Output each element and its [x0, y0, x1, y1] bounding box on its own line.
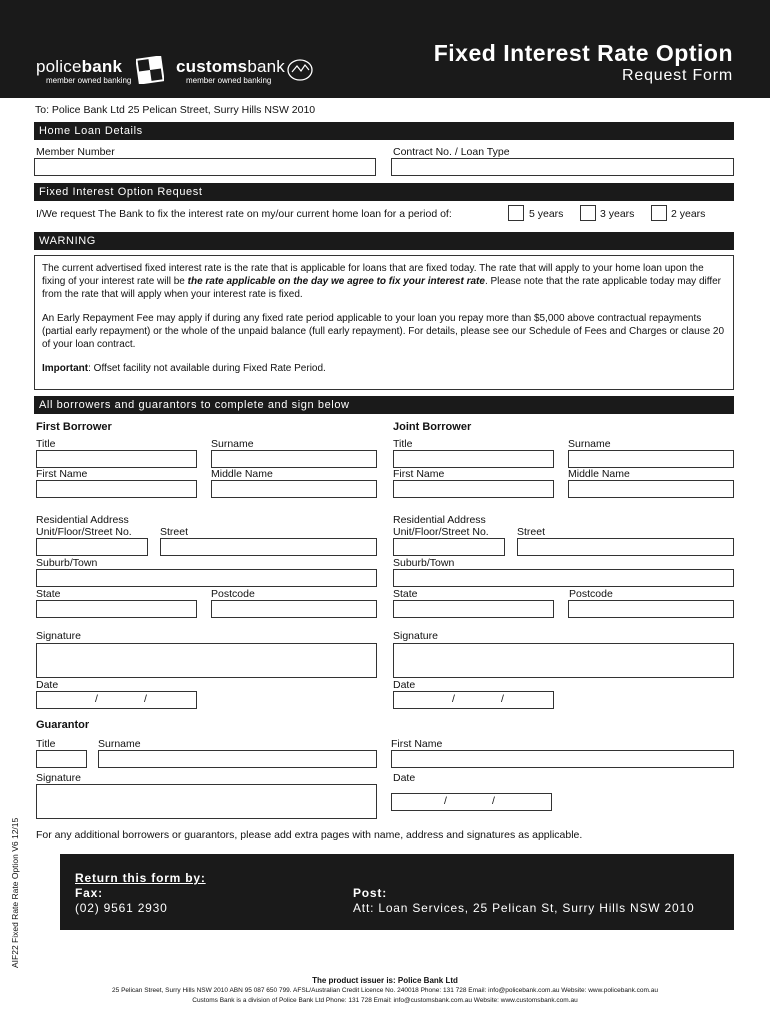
police-bank-brand [36, 57, 131, 85]
jb-suburb-label: Suburb/Town [393, 557, 455, 569]
fb-middle-name-field[interactable] [211, 480, 377, 498]
customs-bank-logo-icon [286, 58, 314, 82]
police-brand-bold: bank [81, 57, 123, 76]
jb-title-field[interactable] [393, 450, 554, 468]
police-bank-logo-icon [136, 56, 164, 84]
form-title: Fixed Interest Rate Option [433, 40, 733, 66]
jb-surname-field[interactable] [568, 450, 734, 468]
g-signature-field[interactable] [36, 784, 377, 819]
g-title-field[interactable] [36, 750, 87, 768]
police-tagline: member owned banking [46, 76, 132, 85]
g-first-name-field[interactable] [391, 750, 734, 768]
two-years-checkbox[interactable] [651, 205, 667, 221]
additional-note: For any additional borrowers or guarantors, please add extra pages with name, address and signatures as applicable. [36, 829, 583, 841]
police-brand-text: police [36, 57, 82, 76]
g-date-label: Date [393, 772, 416, 784]
jb-title-label: Title [393, 438, 413, 450]
warning-paragraph-fee: An Early Repayment Fee may apply if during any fixed rate period applicable to your loan you repay more than $5,000 above contractual repayments (partial early repayment) or the whole of the unpaid balance (full early repayment). For details, please see our Schedule of Fees and Charges or clause 20 of your loan contract. [42, 313, 725, 350]
warning-p1-b: . Please note that the rate applicable today may differ from the rate that will apply when your interest rate is fixed. [42, 276, 722, 300]
jb-date-label: Date [393, 679, 416, 691]
fb-postcode-label: Postcode [211, 588, 255, 600]
g-date-field[interactable] [391, 793, 552, 811]
fb-title-label: Title [36, 438, 56, 450]
fb-surname-field[interactable] [211, 450, 377, 468]
fax-label: Fax: [75, 886, 103, 900]
five-years-checkbox[interactable] [508, 205, 524, 221]
jb-postcode-label: Postcode [569, 588, 613, 600]
fb-signature-label: Signature [36, 630, 81, 642]
warning-box [34, 255, 734, 390]
jb-postcode-field[interactable] [568, 600, 734, 618]
fb-middle-name-label: Middle Name [211, 468, 273, 480]
five-years-label: 5 years [529, 208, 564, 220]
home-loan-heading: Home Loan Details [34, 122, 734, 140]
jb-state-field[interactable] [393, 600, 554, 618]
jb-residential-label: Residential Address [393, 514, 486, 526]
page-header [0, 0, 770, 98]
fb-unit-field[interactable] [36, 538, 148, 556]
jb-suburb-field[interactable] [393, 569, 734, 587]
fb-street-label: Street [160, 526, 189, 538]
jb-date-sep-2: / [501, 693, 504, 705]
jb-middle-name-label: Middle Name [568, 468, 630, 480]
first-borrower-heading: First Borrower [36, 421, 112, 433]
warning-paragraph-important [42, 362, 726, 375]
fixed-request-text: I/We request The Bank to fix the interest rate on my/our current home loan for a period of: [36, 208, 452, 220]
jb-unit-field[interactable] [393, 538, 505, 556]
warning-heading: WARNING [34, 232, 734, 250]
fb-state-field[interactable] [36, 600, 197, 618]
two-years-label: 2 years [671, 208, 706, 220]
jb-street-field[interactable] [517, 538, 734, 556]
g-date-sep-1: / [444, 795, 447, 807]
jb-first-name-label: First Name [393, 468, 445, 480]
jb-signature-label: Signature [393, 630, 438, 642]
fb-date-sep-2: / [144, 693, 147, 705]
joint-borrower-heading: Joint Borrower [393, 421, 472, 433]
fax-number: (02) 9561 2930 [75, 901, 168, 915]
fb-signature-field[interactable] [36, 643, 377, 678]
fb-residential-label: Residential Address [36, 514, 129, 526]
footer-issuer: The product issuer is: Police Bank Ltd [312, 976, 458, 985]
fb-state-label: State [36, 588, 61, 600]
form-subtitle: Request Form [622, 67, 733, 84]
fb-street-field[interactable] [160, 538, 377, 556]
three-years-checkbox[interactable] [580, 205, 596, 221]
jb-surname-label: Surname [568, 438, 611, 450]
fb-title-field[interactable] [36, 450, 197, 468]
g-surname-field[interactable] [98, 750, 377, 768]
jb-state-label: State [393, 588, 418, 600]
borrowers-heading: All borrowers and guarantors to complete and sign below [34, 396, 734, 414]
g-signature-label: Signature [36, 772, 81, 784]
customs-bank-brand [176, 57, 285, 85]
post-label: Post: [353, 886, 387, 900]
important-text: : Offset facility not available during Fixed Rate Period. [88, 363, 326, 374]
customs-tagline: member owned banking [186, 76, 272, 85]
return-heading: Return this form by: [75, 871, 206, 885]
g-first-name-label: First Name [391, 738, 443, 750]
footer-line-2: Customs Bank is a division of Police Bank Ltd Phone: 131 728 Email: info@customsbank.com.au Website: www.customsbank.com.au [192, 997, 578, 1004]
fb-date-label: Date [36, 679, 59, 691]
jb-unit-label: Unit/Floor/Street No. [393, 526, 489, 538]
contract-label: Contract No. / Loan Type [393, 146, 510, 158]
three-years-label: 3 years [600, 208, 635, 220]
footer-line-1: 25 Pelican Street, Surry Hills NSW 2010 ABN 95 087 650 799. AFSL/Australian Credit Licence No. 240018 Phone: 131 728 Email: info@policebank.com.au Website: www.policebank.com.au [112, 987, 658, 994]
jb-middle-name-field[interactable] [568, 480, 734, 498]
return-form-box [60, 854, 734, 930]
customs-brand-bold: customs [176, 57, 248, 76]
jb-date-sep-1: / [452, 693, 455, 705]
fb-date-sep-1: / [95, 693, 98, 705]
guarantor-heading: Guarantor [36, 719, 90, 731]
fb-postcode-field[interactable] [211, 600, 377, 618]
fb-surname-label: Surname [211, 438, 254, 450]
post-address: Att: Loan Services, 25 Pelican St, Surry Hills NSW 2010 [353, 901, 695, 915]
form-code-side-text: AIF22 Fixed Rate Rate Option V6 12/15 [10, 817, 20, 968]
jb-street-label: Street [517, 526, 546, 538]
fb-suburb-field[interactable] [36, 569, 377, 587]
fb-first-name-label: First Name [36, 468, 88, 480]
g-surname-label: Surname [98, 738, 141, 750]
warning-paragraph-rate [42, 262, 726, 301]
customs-brand-text: bank [247, 57, 285, 76]
g-title-label: Title [36, 738, 56, 750]
address-line: To: Police Bank Ltd 25 Pelican Street, Surry Hills NSW 2010 [35, 104, 316, 116]
g-date-sep-2: / [492, 795, 495, 807]
member-number-label: Member Number [36, 146, 115, 158]
jb-date-field[interactable] [393, 691, 554, 709]
warning-p1-emphasis: the rate applicable on the day we agree to fix your interest rate [187, 276, 485, 287]
warning-p1-a: The current advertised fixed interest rate is the rate that is applicable for loans that are fixed today. The rate that will apply to your home loan upon the fixing of your interest rate will be [42, 263, 704, 287]
member-number-field[interactable] [34, 158, 376, 176]
fb-date-field[interactable] [36, 691, 197, 709]
jb-signature-field[interactable] [393, 643, 734, 678]
fb-suburb-label: Suburb/Town [36, 557, 98, 569]
contract-field[interactable] [391, 158, 734, 176]
important-label: Important [42, 363, 89, 374]
fb-unit-label: Unit/Floor/Street No. [36, 526, 132, 538]
fixed-option-heading: Fixed Interest Option Request [34, 183, 734, 201]
jb-first-name-field[interactable] [393, 480, 554, 498]
fb-first-name-field[interactable] [36, 480, 197, 498]
